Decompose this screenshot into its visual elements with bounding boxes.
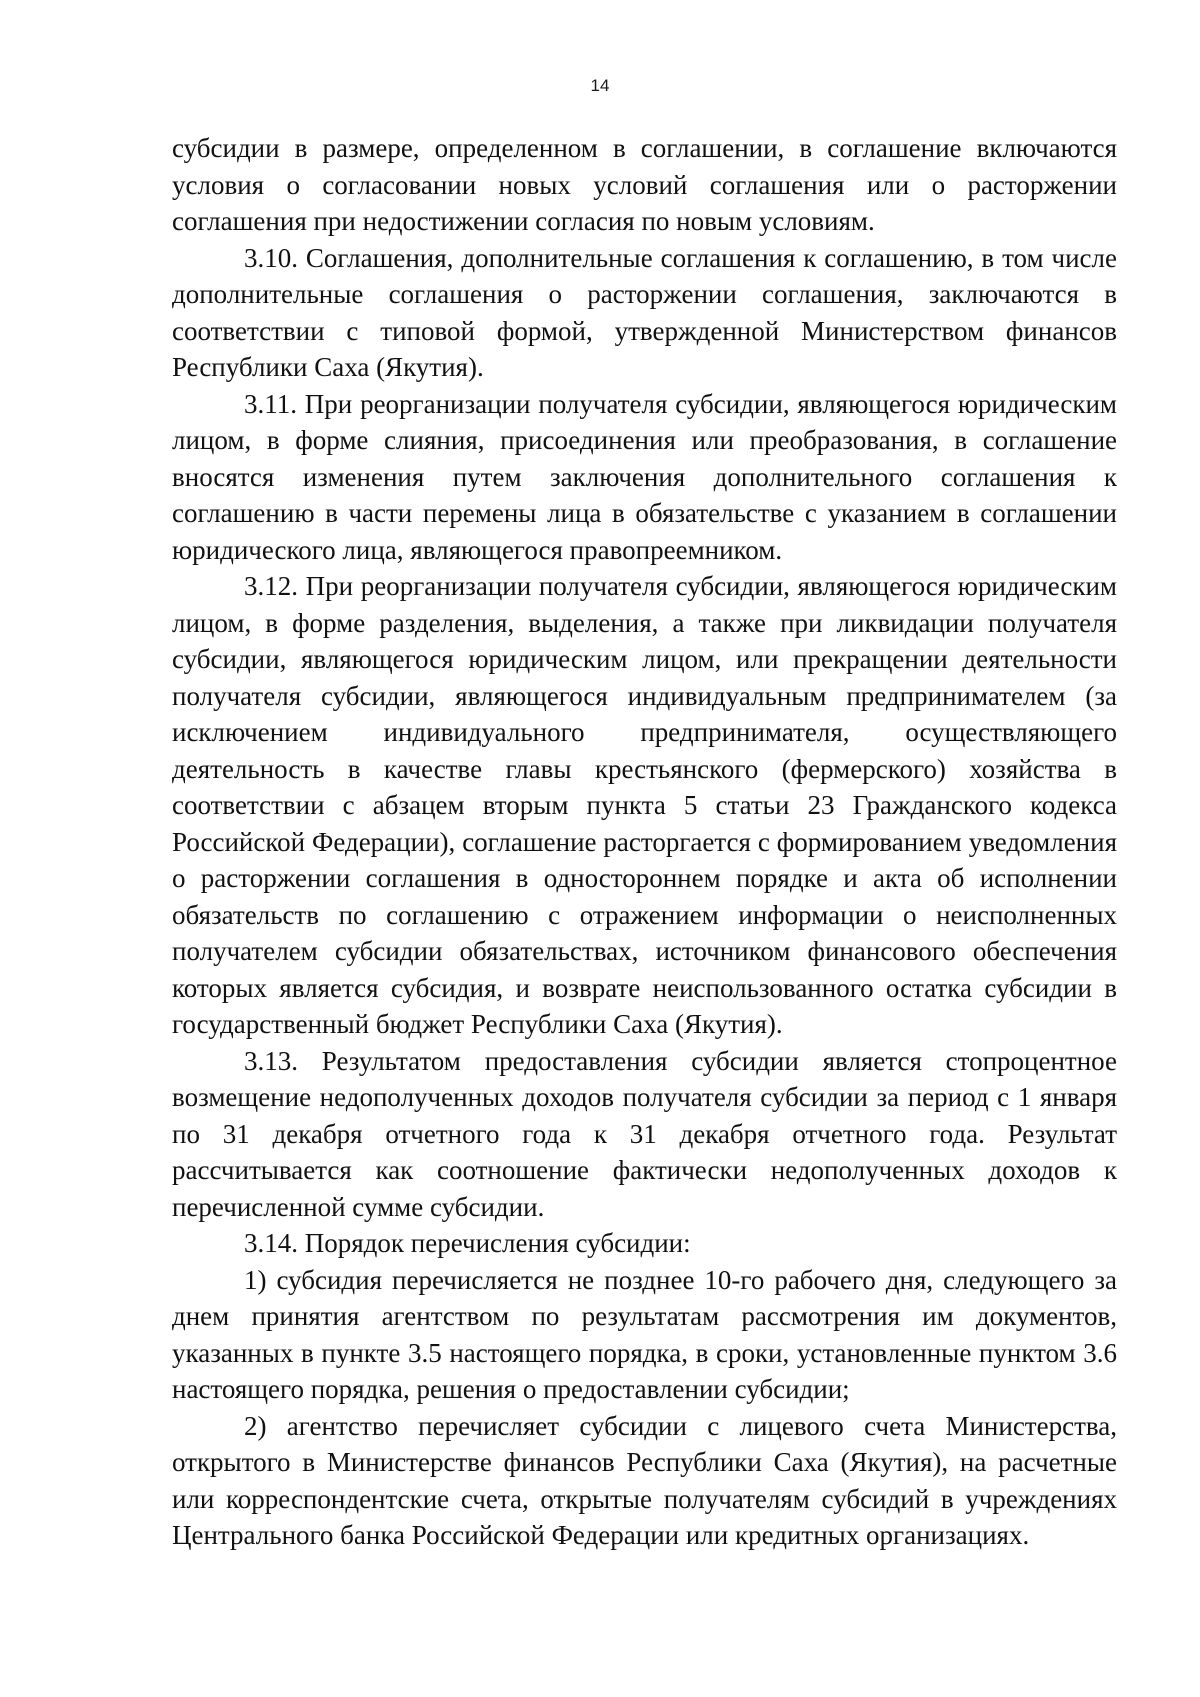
paragraph-3-13: 3.13. Результатом предоставления субсидии является стопроцентное возмещение недополученных доходов получателя субсидии за период с 1 января по 31 декабря отчетного года к 31 декабря отчетного года. Результат рассчитывается как соотношение фактически недополученных доходов к перечисленной сумме субсидии. bbox=[172, 1045, 1117, 1222]
list-item-1: 1) субсидия перечисляется не позднее 10-го рабочего дня, следующего за днем принятия агентством по результатам рассмотрения им документов, указанных в пункте 3.5 настоящего порядка, в сроки, установленные пунктом 3.6 настоящего порядка, решения о предоставлении субсидии; bbox=[172, 1264, 1117, 1404]
paragraph-3-12: 3.12. При реорганизации получателя субсидии, являющегося юридическим лицом, в форме разделения, выделения, а также при ликвидации получателя субсидии, являющегося юридическим лицом, или прекращении деятельности получателя субсидии, являющегося индивидуальным предпринимателем (за исключением индивидуального предпринимателя, осуществляющего деятельность в качестве главы крестьянского (фермерского) хозяйства в соответствии с абзацем вторым пункта 5 статьи 23 Гражданского кодекса Российской Федерации), соглашение расторгается с формированием уведомления о расторжении соглашения в одностороннем порядке и акта об исполнении обязательств по соглашению с отражением информации о неисполненных получателем субсидии обязательствах, источником финансового обеспечения которых является субсидия, и возврате неиспользованного остатка субсидии в государственный бюджет Республики Саха (Якутия). bbox=[172, 571, 1117, 1039]
list-item-2: 2) агентство перечисляет субсидии с лицевого счета Министерства, открытого в Министерстве финансов Республики Саха (Якутия), на расчетные или корреспондентские счета, открытые получателям субсидий в учреждениях Центрального банка Российской Федерации или кредитных организациях. bbox=[172, 1410, 1117, 1550]
paragraph-3-14: 3.14. Порядок перечисления субсидии: bbox=[244, 1228, 691, 1258]
paragraph-continuation: субсидии в размере, определенном в соглашении, в соглашение включаются условия о согласовании новых условий соглашения или о расторжении соглашения при недостижении согласия по новым условиям. bbox=[172, 133, 1117, 236]
paragraph-3-10: 3.10. Соглашения, дополнительные соглашения к соглашению, в том числе дополнительные соглашения о расторжении соглашения, заключаются в соответствии с типовой формой, утвержденной Министерством финансов Республики Саха (Якутия). bbox=[172, 242, 1117, 382]
paragraph-3-11: 3.11. При реорганизации получателя субсидии, являющегося юридическим лицом, в форме слияния, присоединения или преобразования, в соглашение вносятся изменения путем заключения дополнительного соглашения к соглашению в части перемены лица в обязательстве с указанием в соглашении юридического лица, являющегося правопреемником. bbox=[172, 388, 1117, 565]
page-number: 14 bbox=[590, 76, 610, 95]
document-body bbox=[172, 130, 1117, 1554]
